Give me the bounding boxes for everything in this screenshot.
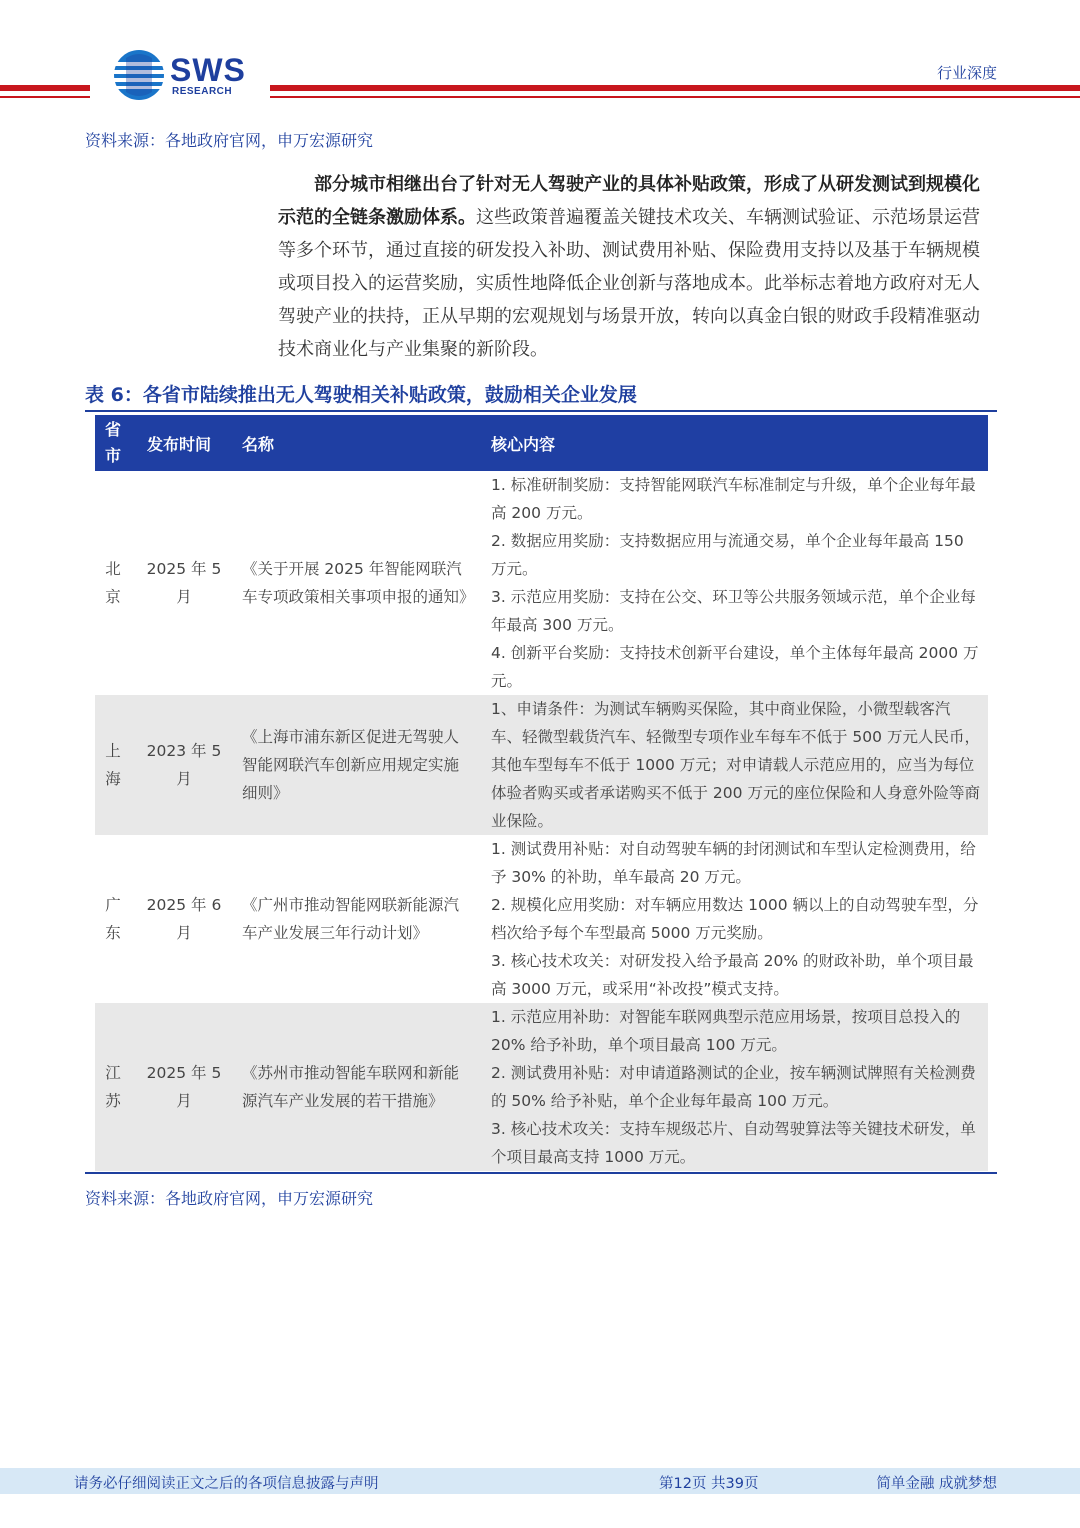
table-row (95, 1003, 988, 1171)
header-rule-left-thin (0, 96, 90, 98)
page-number: 第12页 共39页 (659, 1476, 759, 1492)
logo-wordmark: SWS (170, 52, 246, 88)
core-item: 3. 示范应用奖励：支持在公交、环卫等公共服务领域示范，单个企业每年最高 300 万元。 (491, 588, 976, 634)
table-bottom-rule (85, 1172, 997, 1174)
row-date: 2025 年 6 月 (146, 896, 222, 942)
core-item: 2. 数据应用奖励：支持数据应用与流通交易，单个企业每年最高 150 万元。 (491, 532, 964, 578)
core-item: 1. 示范应用补助：对智能车联网典型示范应用场景，按项目总投入的 20% 给予补助，单个项目最高 100 万元。 (491, 1008, 961, 1054)
core-item: 1、申请条件：为测试车辆购买保险，其中商业保险，小微型载客汽车、轻微型载货汽车、轻微型专项作业车每车不低于 500 万元人民币，其他车型每车不低于 1000 万元；对申请载人示范应用的，应当为每位体验者购买或者承诺购买不低于 200 万元的座位保险和人身意外险等商业保险。 (491, 700, 980, 830)
core-item: 2. 测试费用补贴：对申请道路测试的企业，按车辆测试牌照有关检测费的 50% 给予补贴，单个企业每年最高 100 万元。 (491, 1064, 976, 1110)
paragraph-lead: 部分城市相继出台了针对无人驾驶产业的具体补贴政策，形成了从研发测试到规模化示范的全链条激励体系。 (278, 174, 980, 228)
table-header (95, 415, 988, 471)
row-core-content (491, 1003, 981, 1171)
header-prov: 省市 (104, 420, 121, 465)
row-policy-name: 《上海市浦东新区促进无驾驶人智能网联汽车创新应用规定实施细则》 (242, 728, 460, 802)
header-core: 核心内容 (491, 434, 556, 454)
core-item: 4. 创新平台奖励：支持技术创新平台建设，单个主体每年最高 2000 万元。 (491, 644, 979, 690)
footer-slogan: 简单金融 成就梦想 (876, 1476, 997, 1492)
row-province: 上海 (105, 742, 121, 788)
table-title: 表 6：各省市陆续推出无人驾驶相关补贴政策，鼓励相关企业发展 (85, 384, 637, 406)
row-province: 广东 (105, 896, 121, 942)
row-policy-name: 《广州市推动智能网联新能源汽车产业发展三年行动计划》 (242, 896, 460, 942)
body-paragraph (278, 168, 994, 366)
source-note-bottom: 资料来源：各地政府官网，申万宏源研究 (85, 1189, 374, 1208)
paragraph-body: 这些政策普遍覆盖关键技术攻关、车辆测试验证、示范场景运营等多个环节，通过直接的研发投入补助、测试费用补贴、保险费用支持以及基于车辆规模或项目投入的运营奖励，实质性地降低企业创新与落地成本。此举标志着地方政府对无人驾驶产业的扶持，正从早期的宏观规划与场景开放，转向以真金白银的财政手段精准驱动技术商业化与产业集聚的新阶段。 (278, 207, 980, 360)
header-name: 名称 (242, 434, 275, 454)
core-item: 1. 标准研制奖励：支持智能网联汽车标准制定与升级，单个企业每年最高 200 万元。 (491, 476, 976, 522)
row-date: 2023 年 5 月 (146, 742, 222, 788)
header-rule-left (0, 85, 90, 91)
header-rule-right-thin (270, 96, 1080, 98)
row-policy-name: 《苏州市推动智能车联网和新能源汽车产业发展的若干措施》 (242, 1064, 460, 1110)
row-core-content (491, 695, 981, 835)
row-province: 北京 (105, 560, 121, 606)
table-title-rule (85, 410, 997, 412)
policy-table (95, 415, 988, 1171)
row-province: 江苏 (105, 1064, 121, 1110)
header-date: 发布时间 (147, 434, 212, 454)
core-item: 2. 规模化应用奖励：对车辆应用数达 1000 辆以上的自动驾驶车型，分档次给予每个车型最高 5000 万元奖励。 (491, 896, 979, 942)
row-core-content (491, 835, 981, 1003)
core-item: 3. 核心技术攻关：对研发投入给予最高 20% 的财政补助，单个项目最高 3000 万元，或采用“补改投”模式支持。 (491, 952, 974, 998)
row-date: 2025 年 5 月 (146, 560, 222, 606)
row-date: 2025 年 5 月 (146, 1064, 222, 1110)
logo-subtitle: RESEARCH (172, 86, 233, 97)
sws-logo (112, 48, 262, 104)
table-row (95, 835, 988, 1003)
row-core-content (491, 471, 981, 695)
row-policy-name: 《关于开展 2025 年智能网联汽车专项政策相关事项申报的通知》 (242, 560, 475, 606)
table-row (95, 471, 988, 695)
page-footer (0, 1468, 1080, 1494)
footer-disclaimer: 请务必仔细阅读正文之后的各项信息披露与声明 (74, 1476, 379, 1492)
core-item: 1. 测试费用补贴：对自动驾驶车辆的封闭测试和车型认定检测费用，给予 30% 的补助，单车最高 20 万元。 (491, 840, 976, 886)
core-item: 3. 核心技术攻关：支持车规级芯片、自动驾驶算法等关键技术研发，单个项目最高支持 1000 万元。 (491, 1120, 976, 1166)
report-type-label: 行业深度 (936, 64, 997, 82)
source-note-top: 资料来源：各地政府官网，申万宏源研究 (85, 131, 374, 150)
globe-logo-icon (112, 48, 166, 102)
header-rule-right (270, 85, 1080, 91)
table-row (95, 695, 988, 835)
